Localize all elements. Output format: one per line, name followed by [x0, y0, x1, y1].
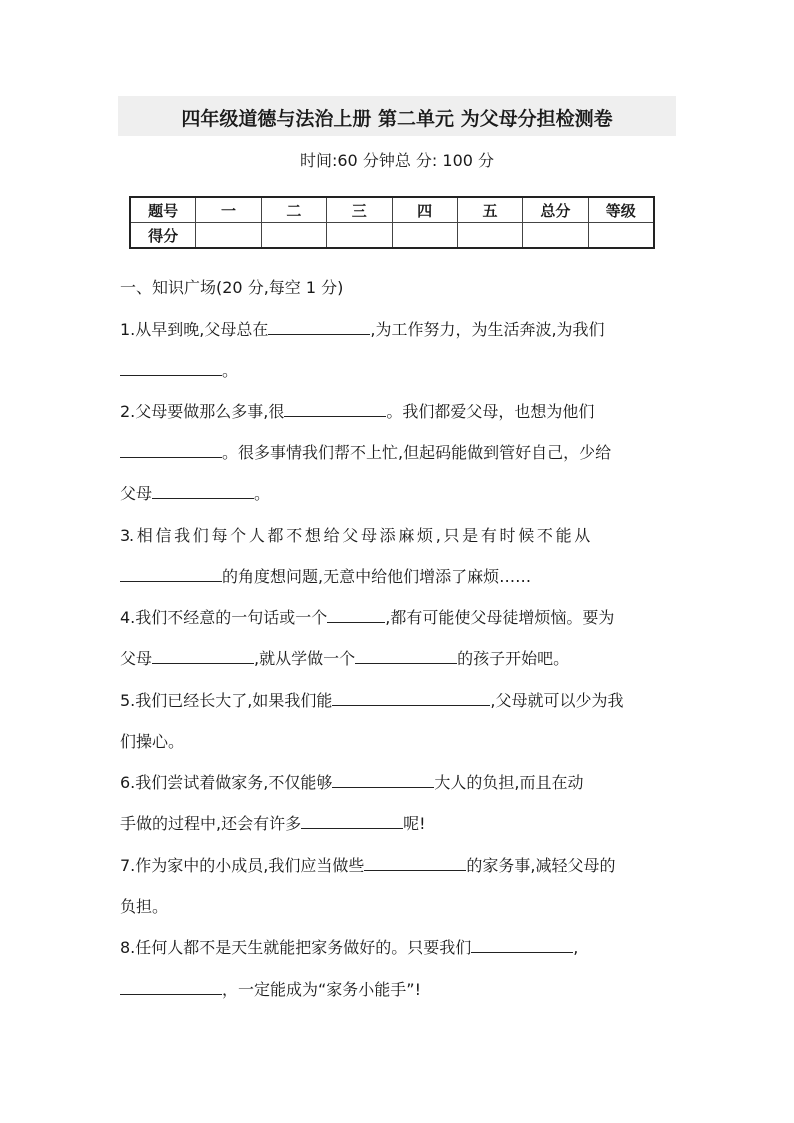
question-8-line-1: [120, 935, 676, 958]
question-7-line-2: [120, 894, 676, 917]
q6-text-a: 6.我们尝试着做家务,不仅能够: [120, 773, 333, 792]
question-8-line-2: [120, 977, 676, 1000]
q2-text-a: 2.父母要做那么多事,很: [120, 402, 285, 421]
q4-text-e: 的孩子开始吧。: [457, 649, 570, 668]
question-3-line-2: [120, 564, 676, 587]
q1-text-c: 。: [222, 361, 239, 380]
score-cell[interactable]: [261, 223, 326, 249]
score-cell[interactable]: [392, 223, 457, 249]
q3-text-a: 3. 相 信 我 们 每 个 人 都 不 想 给 父 母 添 麻 烦 , 只 是 有 时 候 不 能 从: [120, 526, 590, 545]
q4-text-d: ,就从学做一个: [254, 649, 356, 668]
score-cell[interactable]: [196, 223, 261, 249]
q6-blank-2[interactable]: [301, 814, 403, 829]
q2-text-e: 。: [254, 484, 271, 503]
q6-text-c: 手做的过程中,还会有许多: [120, 814, 302, 833]
q2-blank-1[interactable]: [284, 402, 386, 417]
score-table-header: 五: [457, 197, 522, 223]
q1-text-a: 1.从早到晚,父母总在: [120, 320, 269, 339]
score-cell[interactable]: [457, 223, 522, 249]
question-6-line-1: [120, 770, 676, 793]
score-table-header: 二: [261, 197, 326, 223]
q1-blank-1[interactable]: [268, 320, 370, 335]
score-cell[interactable]: [327, 223, 392, 249]
q5-text-a: 5.我们已经长大了,如果我们能: [120, 691, 333, 710]
q2-blank-3[interactable]: [152, 484, 254, 499]
question-6-line-2: [120, 811, 676, 834]
q3-text-b: 的角度想问题,无意中给他们增添了麻烦……: [222, 567, 532, 586]
q2-text-b: 。我们都爱父母，也想为他们: [386, 402, 595, 421]
score-table-header: 等级: [588, 197, 654, 223]
question-4-line-2: [120, 646, 676, 669]
score-table-header: 四: [392, 197, 457, 223]
q1-blank-2[interactable]: [120, 361, 222, 376]
section-heading: 一、知识广场(20 分,每空 1 分): [120, 278, 344, 297]
q3-blank-1[interactable]: [120, 567, 222, 582]
score-table-header: 三: [327, 197, 392, 223]
q2-blank-2[interactable]: [120, 443, 222, 458]
score-cell[interactable]: [523, 223, 588, 249]
score-row-label: 得分: [130, 223, 196, 249]
q5-text-c: 们操心。: [120, 732, 185, 751]
question-2-line-2: [120, 440, 676, 463]
q2-text-d: 父母: [120, 484, 153, 503]
q7-text-c: 负担。: [120, 897, 169, 916]
q8-text-c: ，一定能成为“家务小能手”!: [222, 980, 421, 999]
score-table-header: 题号: [130, 197, 196, 223]
q4-text-c: 父母: [120, 649, 153, 668]
q8-text-b: ,: [573, 938, 579, 957]
q6-text-d: 呢!: [403, 814, 426, 833]
q2-text-c: 。很多事情我们帮不上忙,但起码能做到管好自己，少给: [222, 443, 612, 462]
question-5-line-2: [120, 729, 676, 752]
q5-blank-1[interactable]: [332, 691, 490, 706]
q4-text-b: ,都有可能使父母徒增烦恼。要为: [385, 608, 615, 627]
q5-text-b: ,父母就可以少为我: [490, 691, 624, 710]
score-table-header: 总分: [523, 197, 588, 223]
q4-blank-2[interactable]: [152, 649, 254, 664]
question-7-line-1: [120, 853, 676, 876]
q8-blank-2[interactable]: [120, 980, 222, 995]
score-table-header-row: [130, 197, 654, 223]
score-table: [129, 196, 655, 249]
q7-text-b: 的家务事,减轻父母的: [466, 856, 616, 875]
q7-text-a: 7.作为家中的小成员,我们应当做些: [120, 856, 365, 875]
q4-blank-1[interactable]: [327, 608, 385, 623]
score-table-header: 一: [196, 197, 261, 223]
question-2-line-1: [120, 399, 676, 422]
exam-title: 四年级道德与法治上册 第二单元 为父母分担检测卷: [181, 108, 613, 130]
q6-blank-1[interactable]: [332, 773, 434, 788]
question-1-line-1: [120, 317, 676, 340]
q8-text-a: 8.任何人都不是天生就能把家务做好的。只要我们: [120, 938, 472, 957]
q7-blank-1[interactable]: [364, 856, 466, 871]
q1-text-b: ,为工作努力，为生活奔波,为我们: [370, 320, 605, 339]
q4-blank-3[interactable]: [355, 649, 457, 664]
question-2-line-3: [120, 481, 676, 504]
question-3-line-1: [120, 523, 676, 546]
score-cell[interactable]: [588, 223, 654, 249]
score-table-score-row: [130, 223, 654, 249]
q8-blank-1[interactable]: [471, 938, 573, 953]
question-5-line-1: [120, 688, 676, 711]
question-4-line-1: [120, 605, 676, 628]
exam-subtitle: 时间:60 分钟总 分: 100 分: [299, 151, 495, 170]
q6-text-b: 大人的负担,而且在动: [434, 773, 584, 792]
q4-text-a: 4.我们不经意的一句话或一个: [120, 608, 328, 627]
question-1-line-2: [120, 358, 676, 381]
